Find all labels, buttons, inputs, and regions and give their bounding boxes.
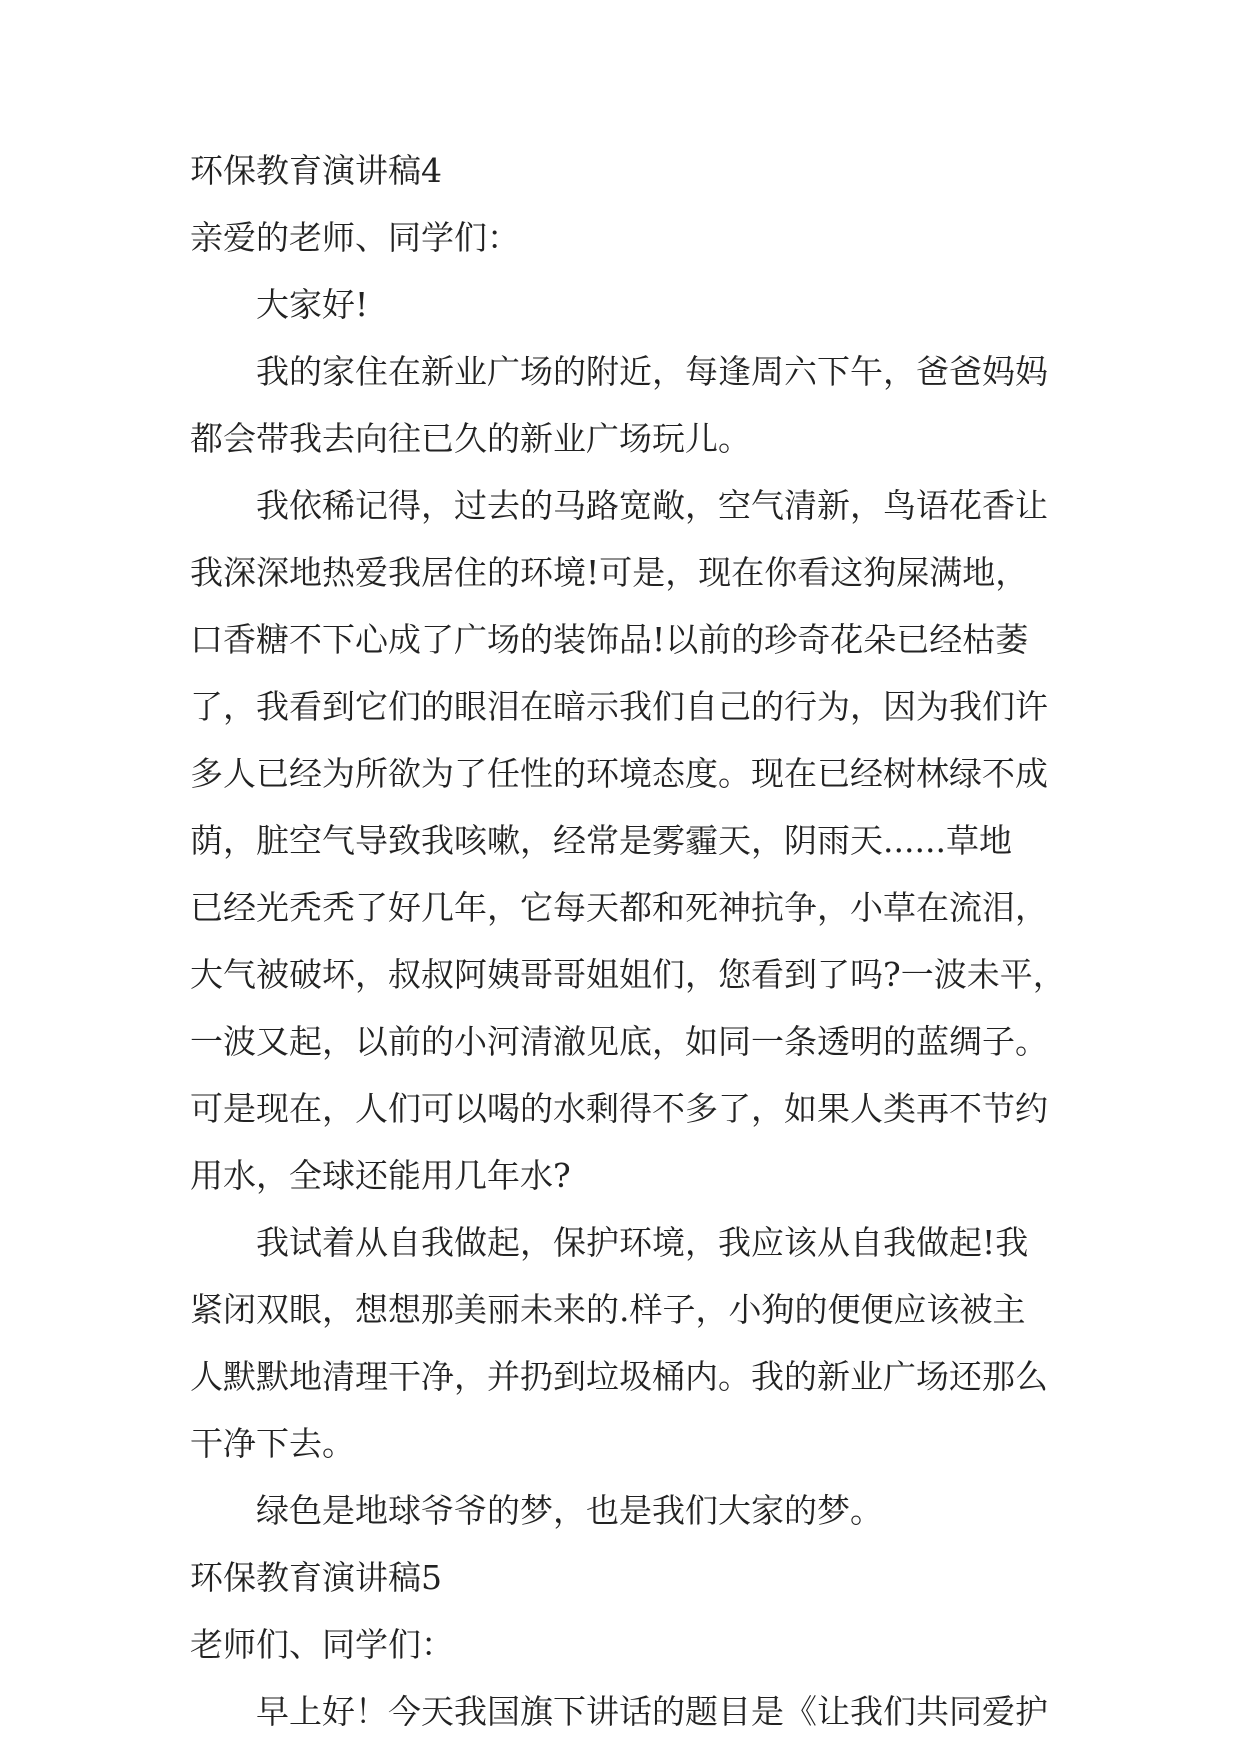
body-line: 我深深地热爱我居住的环境!可是，现在你看这狗屎满地， bbox=[190, 553, 1029, 592]
body-line: 我依稀记得，过去的马路宽敞，空气清新，鸟语花香让 bbox=[256, 486, 1048, 525]
body-line: 多人已经为所欲为了任性的环境态度。现在已经树林绿不成 bbox=[190, 754, 1048, 793]
body-line: 干净下去。 bbox=[190, 1424, 355, 1463]
body-line: 都会带我去向往已久的新业广场玩儿。 bbox=[190, 419, 751, 458]
body-line: 紧闭双眼，想想那美丽未来的.样子，小狗的便便应该被主 bbox=[190, 1290, 1026, 1329]
body-line: 口香糖不下心成了广场的装饰品!以前的珍奇花朵已经枯萎 bbox=[190, 620, 1029, 659]
salutation-4: 亲爱的老师、同学们： bbox=[190, 218, 520, 257]
body-line: 人默默地清理干净，并扔到垃圾桶内。我的新业广场还那么 bbox=[190, 1357, 1048, 1396]
salutation-5: 老师们、同学们： bbox=[190, 1625, 454, 1664]
title-4: 环保教育演讲稿4 bbox=[190, 151, 442, 190]
body-line: 我的家住在新业广场的附近，每逢周六下午，爸爸妈妈 bbox=[256, 352, 1048, 391]
body-line: 已经光秃秃了好几年，它每天都和死神抗争，小草在流泪， bbox=[190, 888, 1048, 927]
body-line: 可是现在，人们可以喝的水剩得不多了，如果人类再不节约 bbox=[190, 1089, 1048, 1128]
body-line: 绿色是地球爷爷的梦，也是我们大家的梦。 bbox=[256, 1491, 883, 1530]
body-line: 早上好！今天我国旗下讲话的题目是《让我们共同爱护 bbox=[256, 1692, 1048, 1731]
body-line: 我试着从自我做起，保护环境，我应该从自我做起!我 bbox=[256, 1223, 1029, 1262]
body-line: 荫，脏空气导致我咳嗽，经常是雾霾天，阴雨天......草地 bbox=[190, 821, 1012, 860]
document-page bbox=[190, 137, 1070, 1745]
body-line: 用水，全球还能用几年水? bbox=[190, 1156, 571, 1195]
body-line: 了，我看到它们的眼泪在暗示我们自己的行为，因为我们许 bbox=[190, 687, 1048, 726]
body-line: 大气被破坏，叔叔阿姨哥哥姐姐们，您看到了吗?一波未平， bbox=[190, 955, 1066, 994]
greeting-line: 大家好! bbox=[256, 285, 369, 324]
body-line: 一波又起，以前的小河清澈见底，如同一条透明的蓝绸子。 bbox=[190, 1022, 1048, 1061]
title-5: 环保教育演讲稿5 bbox=[190, 1558, 442, 1597]
